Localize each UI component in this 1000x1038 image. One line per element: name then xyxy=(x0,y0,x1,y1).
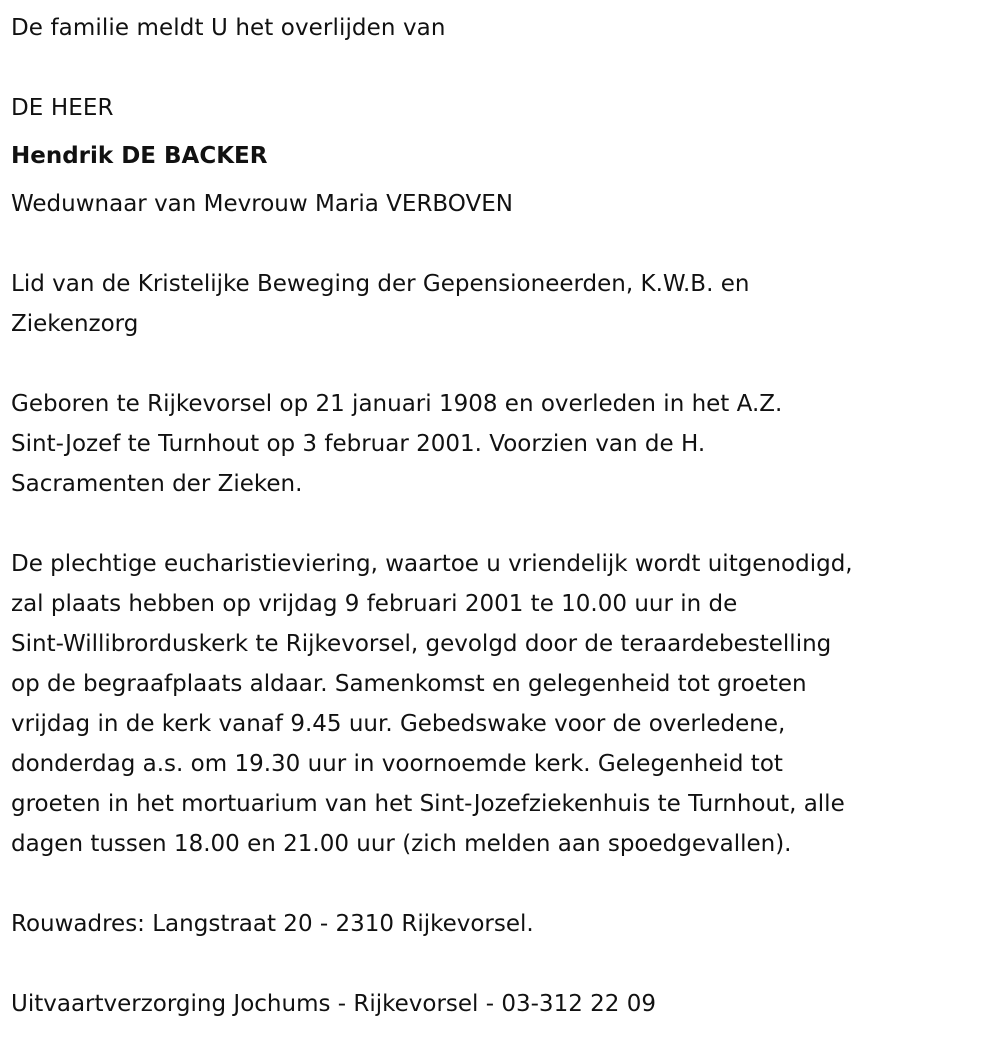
spacer xyxy=(11,504,991,544)
obituary-notice xyxy=(11,8,991,1024)
membership-line: Lid van de Kristelijke Beweging der Gepensioneerden, K.W.B. en xyxy=(11,271,750,297)
birth-death-line: Sint-Jozef te Turnhout op 3 februar 2001. Voorzien van de H. xyxy=(11,431,706,457)
intro-text: De familie meldt U het overlijden van xyxy=(11,15,446,41)
birth-death-line: Sacramenten der Zieken. xyxy=(11,471,303,497)
ceremony-line: vrijdag in de kerk vanaf 9.45 uur. Gebedswake voor de overledene, xyxy=(11,711,786,737)
ceremony-line: op de begraafplaats aldaar. Samenkomst en gelegenheid tot groeten xyxy=(11,671,807,697)
ceremony-line: De plechtige eucharistieviering, waartoe u vriendelijk wordt uitgenodigd, xyxy=(11,551,853,577)
mourning-address: Rouwadres: Langstraat 20 - 2310 Rijkevorsel. xyxy=(11,911,534,937)
spacer xyxy=(11,344,991,384)
spouse-line: Weduwnaar van Mevrouw Maria VERBOVEN xyxy=(11,191,513,217)
ceremony-line: groeten in het mortuarium van het Sint-Jozefziekenhuis te Turnhout, alle xyxy=(11,791,845,817)
ceremony-line: zal plaats hebben op vrijdag 9 februari 2001 te 10.00 uur in de xyxy=(11,591,738,617)
spacer xyxy=(11,48,991,88)
spacer xyxy=(11,864,991,904)
membership-line: Ziekenzorg xyxy=(11,311,139,337)
deceased-name: Hendrik DE BACKER xyxy=(11,143,268,169)
birth-death-paragraph xyxy=(11,384,991,504)
membership-paragraph xyxy=(11,264,991,344)
ceremony-line: dagen tussen 18.00 en 21.00 uur (zich melden aan spoedgevallen). xyxy=(11,831,792,857)
spacer xyxy=(11,224,991,264)
spacer xyxy=(11,944,991,984)
honorific: DE HEER xyxy=(11,95,114,121)
ceremony-paragraph xyxy=(11,544,991,864)
birth-death-line: Geboren te Rijkevorsel op 21 januari 1908 en overleden in het A.Z. xyxy=(11,391,783,417)
ceremony-line: Sint-Willibrorduskerk te Rijkevorsel, gevolgd door de teraardebestelling xyxy=(11,631,832,657)
funeral-director: Uitvaartverzorging Jochums - Rijkevorsel - 03-312 22 09 xyxy=(11,991,656,1017)
ceremony-line: donderdag a.s. om 19.30 uur in voornoemde kerk. Gelegenheid tot xyxy=(11,751,783,777)
